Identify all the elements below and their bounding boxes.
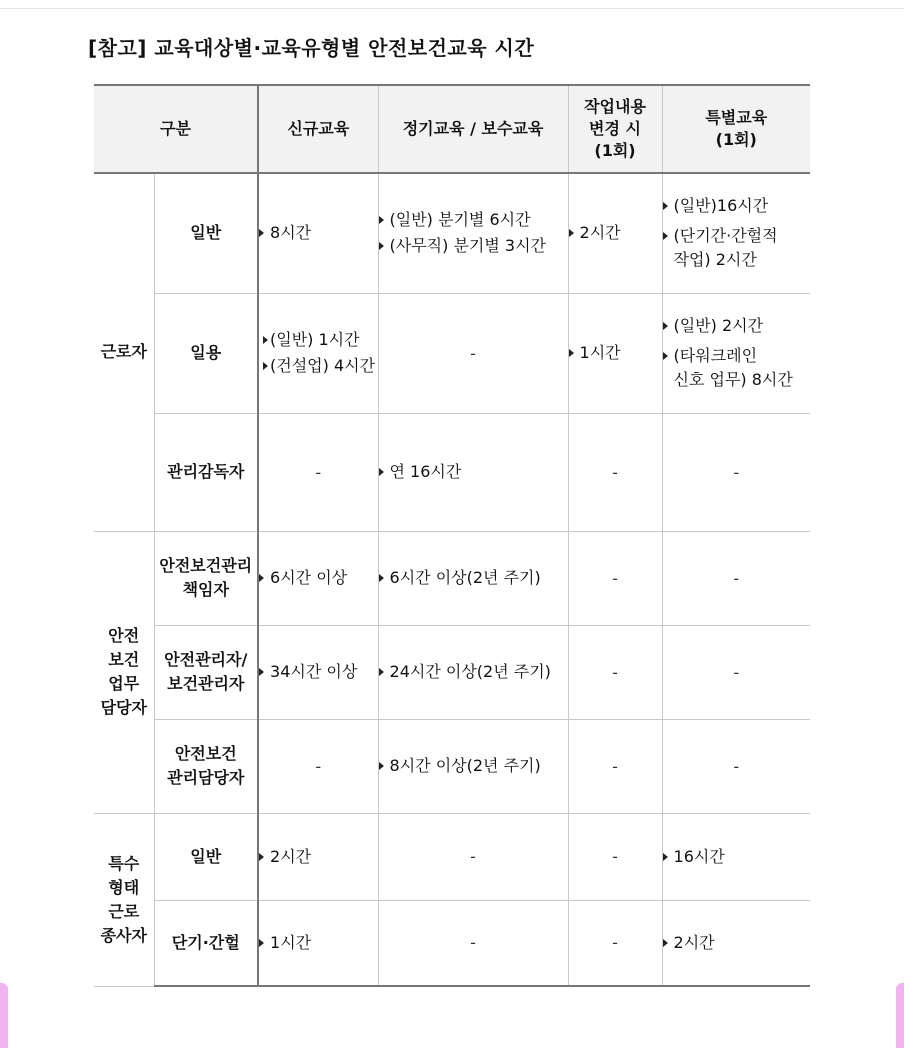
bullet-icon bbox=[379, 574, 384, 582]
table-row bbox=[94, 719, 810, 813]
cell-change: - bbox=[568, 900, 662, 986]
cell-special: (일반) 2시간 (타워크레인 신호 업무) 8시간 bbox=[662, 293, 810, 413]
header-gubun: 구분 bbox=[94, 85, 258, 173]
bullet-icon bbox=[663, 232, 668, 240]
table-row bbox=[94, 625, 810, 719]
table-row bbox=[94, 173, 810, 293]
bullet-icon bbox=[569, 349, 574, 357]
cell-change: - bbox=[568, 813, 662, 900]
table-row bbox=[94, 813, 810, 900]
bullet-icon bbox=[263, 336, 268, 344]
cell-new: - bbox=[258, 719, 378, 813]
cell-change: - bbox=[568, 625, 662, 719]
header-change-line: 변경 시 bbox=[589, 119, 641, 138]
bullet-icon bbox=[663, 853, 668, 861]
category-special-worker: 특수 형태 근로 종사자 bbox=[94, 813, 154, 986]
bullet-icon bbox=[379, 668, 384, 676]
cell-regular: 8시간 이상(2년 주기) bbox=[378, 719, 568, 813]
cell-regular: 연 16시간 bbox=[378, 413, 568, 531]
row-label: 안전보건 관리담당자 bbox=[154, 719, 258, 813]
table-row bbox=[94, 900, 810, 986]
header-change-line: (1회) bbox=[594, 141, 636, 160]
bullet-icon bbox=[663, 939, 668, 947]
cell-special: - bbox=[662, 719, 810, 813]
cell-change: 1시간 bbox=[568, 293, 662, 413]
cell-regular: 24시간 이상(2년 주기) bbox=[378, 625, 568, 719]
cell-regular: - bbox=[378, 813, 568, 900]
bullet-icon bbox=[663, 352, 668, 360]
header-new: 신규교육 bbox=[258, 85, 378, 173]
education-hours-table bbox=[94, 84, 810, 987]
cell-new: 34시간 이상 bbox=[258, 625, 378, 719]
table-row bbox=[94, 413, 810, 531]
cell-special: (일반)16시간 (단기간·간헐적 작업) 2시간 bbox=[662, 173, 810, 293]
category-worker: 근로자 bbox=[94, 173, 154, 531]
cell-new: 8시간 bbox=[258, 173, 378, 293]
cell-new: - bbox=[258, 413, 378, 531]
category-safety-staff: 안전 보건 업무 담당자 bbox=[94, 531, 154, 813]
top-divider bbox=[0, 8, 904, 9]
row-label: 안전보건관리 책임자 bbox=[154, 531, 258, 625]
cell-change: - bbox=[568, 531, 662, 625]
row-label: 단기·간헐 bbox=[154, 900, 258, 986]
cell-change: 2시간 bbox=[568, 173, 662, 293]
row-label: 관리감독자 bbox=[154, 413, 258, 531]
table-row bbox=[94, 531, 810, 625]
cell-special: 2시간 bbox=[662, 900, 810, 986]
row-label: 일반 bbox=[154, 173, 258, 293]
cell-special: - bbox=[662, 413, 810, 531]
bullet-icon bbox=[259, 853, 264, 861]
header-regular: 정기교육 / 보수교육 bbox=[378, 85, 568, 173]
bullet-icon bbox=[569, 229, 574, 237]
cell-regular: - bbox=[378, 900, 568, 986]
page-title: [참고] 교육대상별·교육유형별 안전보건교육 시간 bbox=[88, 36, 535, 60]
bullet-icon bbox=[379, 762, 384, 770]
right-edge-tab bbox=[896, 983, 904, 1048]
cell-new: 1시간 bbox=[258, 900, 378, 986]
bullet-icon bbox=[379, 242, 384, 250]
cell-change: - bbox=[568, 413, 662, 531]
header-row bbox=[94, 85, 810, 173]
row-label: 안전관리자/ 보건관리자 bbox=[154, 625, 258, 719]
header-change-line: 작업내용 bbox=[584, 97, 646, 116]
cell-change: - bbox=[568, 719, 662, 813]
header-special-line: (1회) bbox=[715, 130, 757, 149]
table-row bbox=[94, 293, 810, 413]
bullet-icon bbox=[259, 574, 264, 582]
cell-regular: - bbox=[378, 293, 568, 413]
cell-new: 2시간 bbox=[258, 813, 378, 900]
cell-regular: 6시간 이상(2년 주기) bbox=[378, 531, 568, 625]
header-special bbox=[662, 85, 810, 173]
row-label: 일용 bbox=[154, 293, 258, 413]
left-edge-tab bbox=[0, 983, 8, 1048]
bullet-icon bbox=[259, 668, 264, 676]
cell-special: - bbox=[662, 531, 810, 625]
bullet-icon bbox=[379, 468, 384, 476]
bullet-icon bbox=[263, 362, 268, 370]
cell-regular: (일반) 분기별 6시간 (사무직) 분기별 3시간 bbox=[378, 173, 568, 293]
bullet-icon bbox=[259, 229, 264, 237]
row-label: 일반 bbox=[154, 813, 258, 900]
bullet-icon bbox=[663, 202, 668, 210]
bullet-icon bbox=[379, 216, 384, 224]
bullet-icon bbox=[663, 322, 668, 330]
header-change bbox=[568, 85, 662, 173]
bullet-icon bbox=[259, 939, 264, 947]
cell-special: 16시간 bbox=[662, 813, 810, 900]
cell-new: 6시간 이상 bbox=[258, 531, 378, 625]
cell-new: (일반) 1시간 (건설업) 4시간 bbox=[258, 293, 378, 413]
header-special-line: 특별교육 bbox=[705, 108, 768, 127]
cell-special: - bbox=[662, 625, 810, 719]
